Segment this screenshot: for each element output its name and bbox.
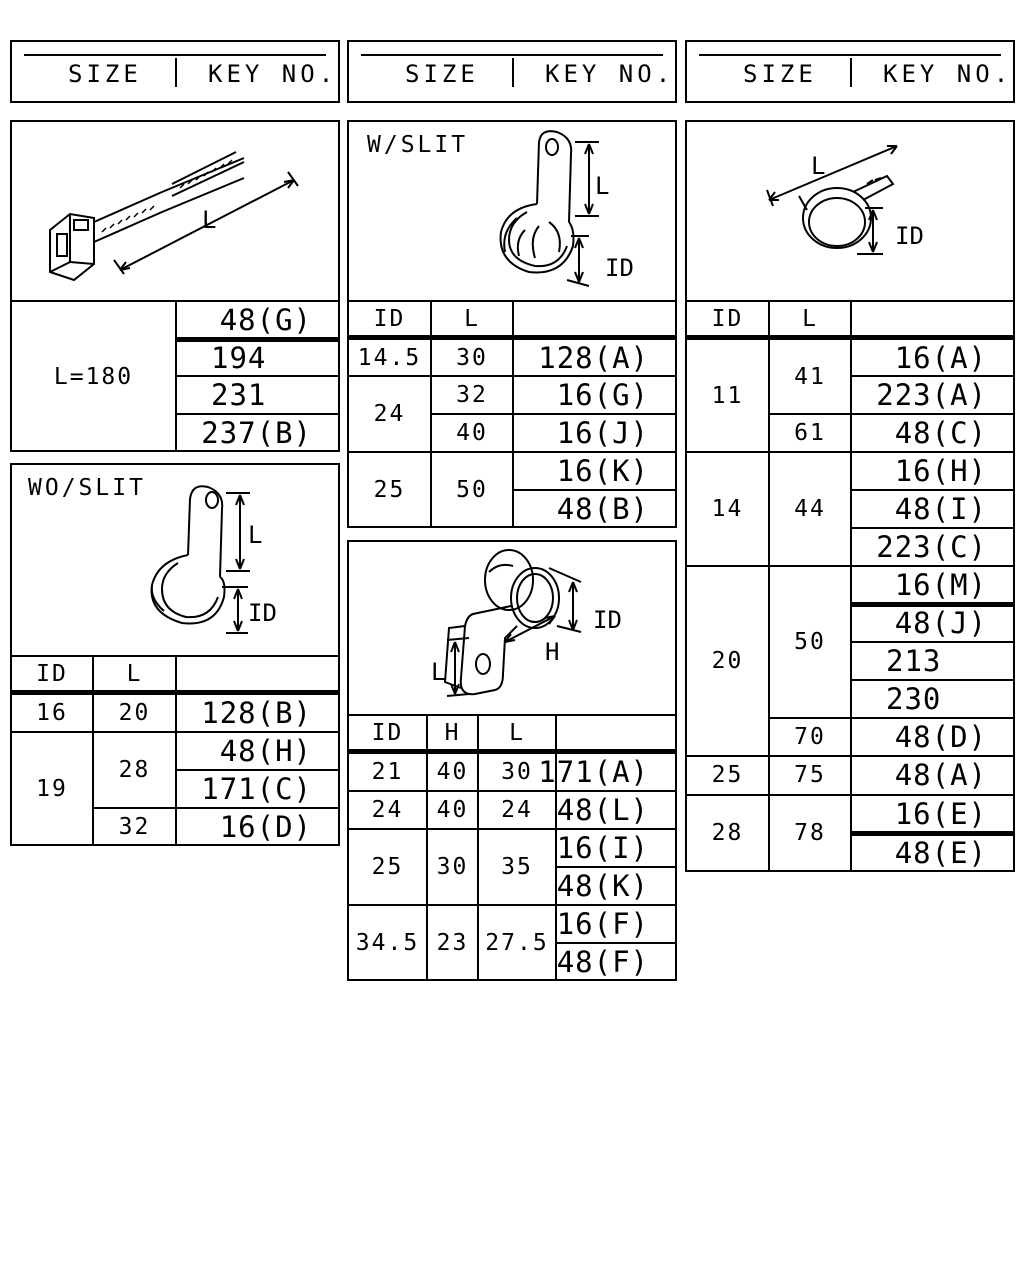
col-header-l: L bbox=[509, 719, 525, 746]
id-cell: 25 bbox=[371, 854, 404, 880]
double-clamp-panel bbox=[347, 540, 677, 981]
header-rule bbox=[24, 54, 326, 56]
col-header-h: H bbox=[444, 719, 461, 746]
id-cell: 14.5 bbox=[357, 344, 422, 371]
l-cell: 32 bbox=[456, 382, 488, 408]
key-cell: 128(A) bbox=[538, 340, 649, 375]
ring-clamp-panel bbox=[685, 120, 1015, 872]
id-cell: 25 bbox=[373, 476, 406, 503]
key-cell: 213 bbox=[886, 644, 942, 678]
col-header-l: L bbox=[464, 305, 480, 332]
id-cell: 21 bbox=[371, 759, 404, 785]
key-cell: 16(A) bbox=[894, 340, 987, 375]
header-rule bbox=[361, 54, 663, 56]
w-slit-title: W/SLIT bbox=[367, 132, 469, 158]
key-cell: 16(D) bbox=[219, 809, 312, 844]
header-box-1 bbox=[10, 40, 340, 103]
key-cell: 231 bbox=[211, 378, 267, 412]
key-cell: 48(B) bbox=[556, 491, 649, 526]
size-cell: L=180 bbox=[53, 364, 134, 390]
id-cell: 14 bbox=[711, 496, 744, 522]
header-box-3 bbox=[685, 40, 1015, 103]
id-cell: 24 bbox=[371, 797, 404, 823]
l-cell: 30 bbox=[456, 344, 488, 371]
key-cell: 48(F) bbox=[556, 944, 649, 979]
dim-l-label: L bbox=[811, 152, 826, 180]
key-cell: 16(F) bbox=[556, 907, 649, 941]
l-cell: 50 bbox=[456, 476, 488, 503]
dim-l-label: L bbox=[595, 172, 610, 200]
key-cell: 48(L) bbox=[556, 793, 649, 827]
l-cell: 35 bbox=[501, 854, 533, 880]
header-divider bbox=[175, 58, 177, 87]
dim-l-label: L bbox=[202, 206, 217, 234]
key-cell: 237(B) bbox=[201, 416, 312, 450]
key-cell: 16(G) bbox=[556, 378, 649, 412]
cable-tie-panel bbox=[10, 120, 340, 452]
key-cell: 223(C) bbox=[876, 530, 987, 564]
h-cell: 40 bbox=[436, 759, 469, 785]
dim-h-label: H bbox=[545, 638, 560, 666]
p-clamp-illustration bbox=[12, 465, 338, 655]
key-cell: 48(K) bbox=[556, 869, 649, 903]
double-clamp-illustration bbox=[349, 542, 675, 716]
l-cell: 32 bbox=[118, 813, 151, 840]
header-box-2 bbox=[347, 40, 677, 103]
wo-slit-title: WO/SLIT bbox=[28, 475, 146, 501]
key-cell: 194 bbox=[211, 341, 267, 375]
size-label: SIZE bbox=[68, 60, 142, 88]
wo-slit-panel bbox=[10, 463, 340, 846]
cable-tie-illustration bbox=[12, 122, 338, 300]
size-label: SIZE bbox=[405, 60, 479, 88]
dim-l-label: L bbox=[431, 658, 446, 686]
id-cell: 25 bbox=[711, 762, 744, 788]
h-cell: 40 bbox=[436, 797, 469, 823]
key-cell: 16(M) bbox=[894, 567, 987, 602]
key-cell: 48(A) bbox=[894, 758, 987, 792]
id-cell: 11 bbox=[711, 382, 744, 409]
key-cell: 48(J) bbox=[894, 606, 987, 640]
dim-id-label: ID bbox=[895, 222, 924, 250]
key-cell: 16(E) bbox=[894, 796, 987, 831]
col-header-id: ID bbox=[36, 661, 68, 687]
key-cell: 16(I) bbox=[556, 831, 649, 865]
col-header-id: ID bbox=[711, 305, 744, 332]
col-header-l: L bbox=[126, 661, 143, 687]
l-cell: 40 bbox=[456, 420, 488, 446]
l-cell: 28 bbox=[118, 757, 151, 783]
id-cell: 24 bbox=[373, 401, 406, 427]
dim-id-label: ID bbox=[593, 606, 622, 634]
col-header-l: L bbox=[802, 305, 818, 332]
l-cell: 44 bbox=[794, 496, 826, 522]
key-cell: 128(B) bbox=[201, 696, 312, 730]
l-cell: 61 bbox=[794, 420, 826, 446]
l-cell: 24 bbox=[501, 797, 533, 823]
dim-l-label: L bbox=[248, 521, 263, 549]
key-cell: 230 bbox=[886, 682, 942, 716]
l-cell: 20 bbox=[118, 700, 151, 726]
ring-clamp-illustration bbox=[687, 122, 1013, 300]
l-cell: 70 bbox=[794, 724, 826, 750]
key-cell: 16(J) bbox=[556, 416, 649, 450]
key-cell: 16(K) bbox=[556, 454, 649, 488]
key-cell: 48(C) bbox=[894, 416, 987, 450]
key-cell: 171(C) bbox=[201, 772, 312, 806]
key-no-label: KEY NO. bbox=[545, 60, 675, 88]
key-cell: 223(A) bbox=[876, 378, 987, 412]
l-cell: 30 bbox=[501, 759, 533, 785]
l-cell: 27.5 bbox=[485, 929, 549, 956]
col-header-id: ID bbox=[371, 719, 404, 746]
key-cell: 48(G) bbox=[219, 303, 312, 337]
key-cell: 171(A) bbox=[538, 755, 649, 789]
l-cell: 41 bbox=[794, 363, 826, 390]
id-cell: 20 bbox=[711, 648, 744, 674]
l-cell: 50 bbox=[794, 629, 826, 655]
dim-id-label: ID bbox=[605, 254, 634, 282]
key-cell: 16(H) bbox=[894, 454, 987, 488]
key-no-label: KEY NO. bbox=[208, 60, 338, 88]
key-cell: 48(E) bbox=[894, 835, 987, 870]
l-cell: 78 bbox=[794, 820, 826, 846]
id-cell: 16 bbox=[36, 700, 68, 726]
key-no-label: KEY NO. bbox=[883, 60, 1013, 88]
l-cell: 75 bbox=[794, 762, 826, 788]
key-cell: 48(H) bbox=[219, 734, 312, 768]
col-header-id: ID bbox=[373, 305, 406, 332]
key-cell: 48(I) bbox=[894, 492, 987, 526]
header-rule bbox=[699, 54, 1001, 56]
slit-p-clamp-illustration bbox=[349, 122, 675, 300]
h-cell: 23 bbox=[436, 929, 469, 956]
header-divider bbox=[512, 58, 514, 87]
id-cell: 34.5 bbox=[355, 929, 420, 956]
id-cell: 28 bbox=[711, 820, 744, 846]
w-slit-panel bbox=[347, 120, 677, 528]
key-cell: 48(D) bbox=[894, 720, 987, 754]
dim-id-label: ID bbox=[248, 599, 277, 627]
header-divider bbox=[850, 58, 852, 87]
h-cell: 30 bbox=[436, 854, 469, 880]
id-cell: 19 bbox=[36, 775, 68, 802]
size-label: SIZE bbox=[743, 60, 817, 88]
